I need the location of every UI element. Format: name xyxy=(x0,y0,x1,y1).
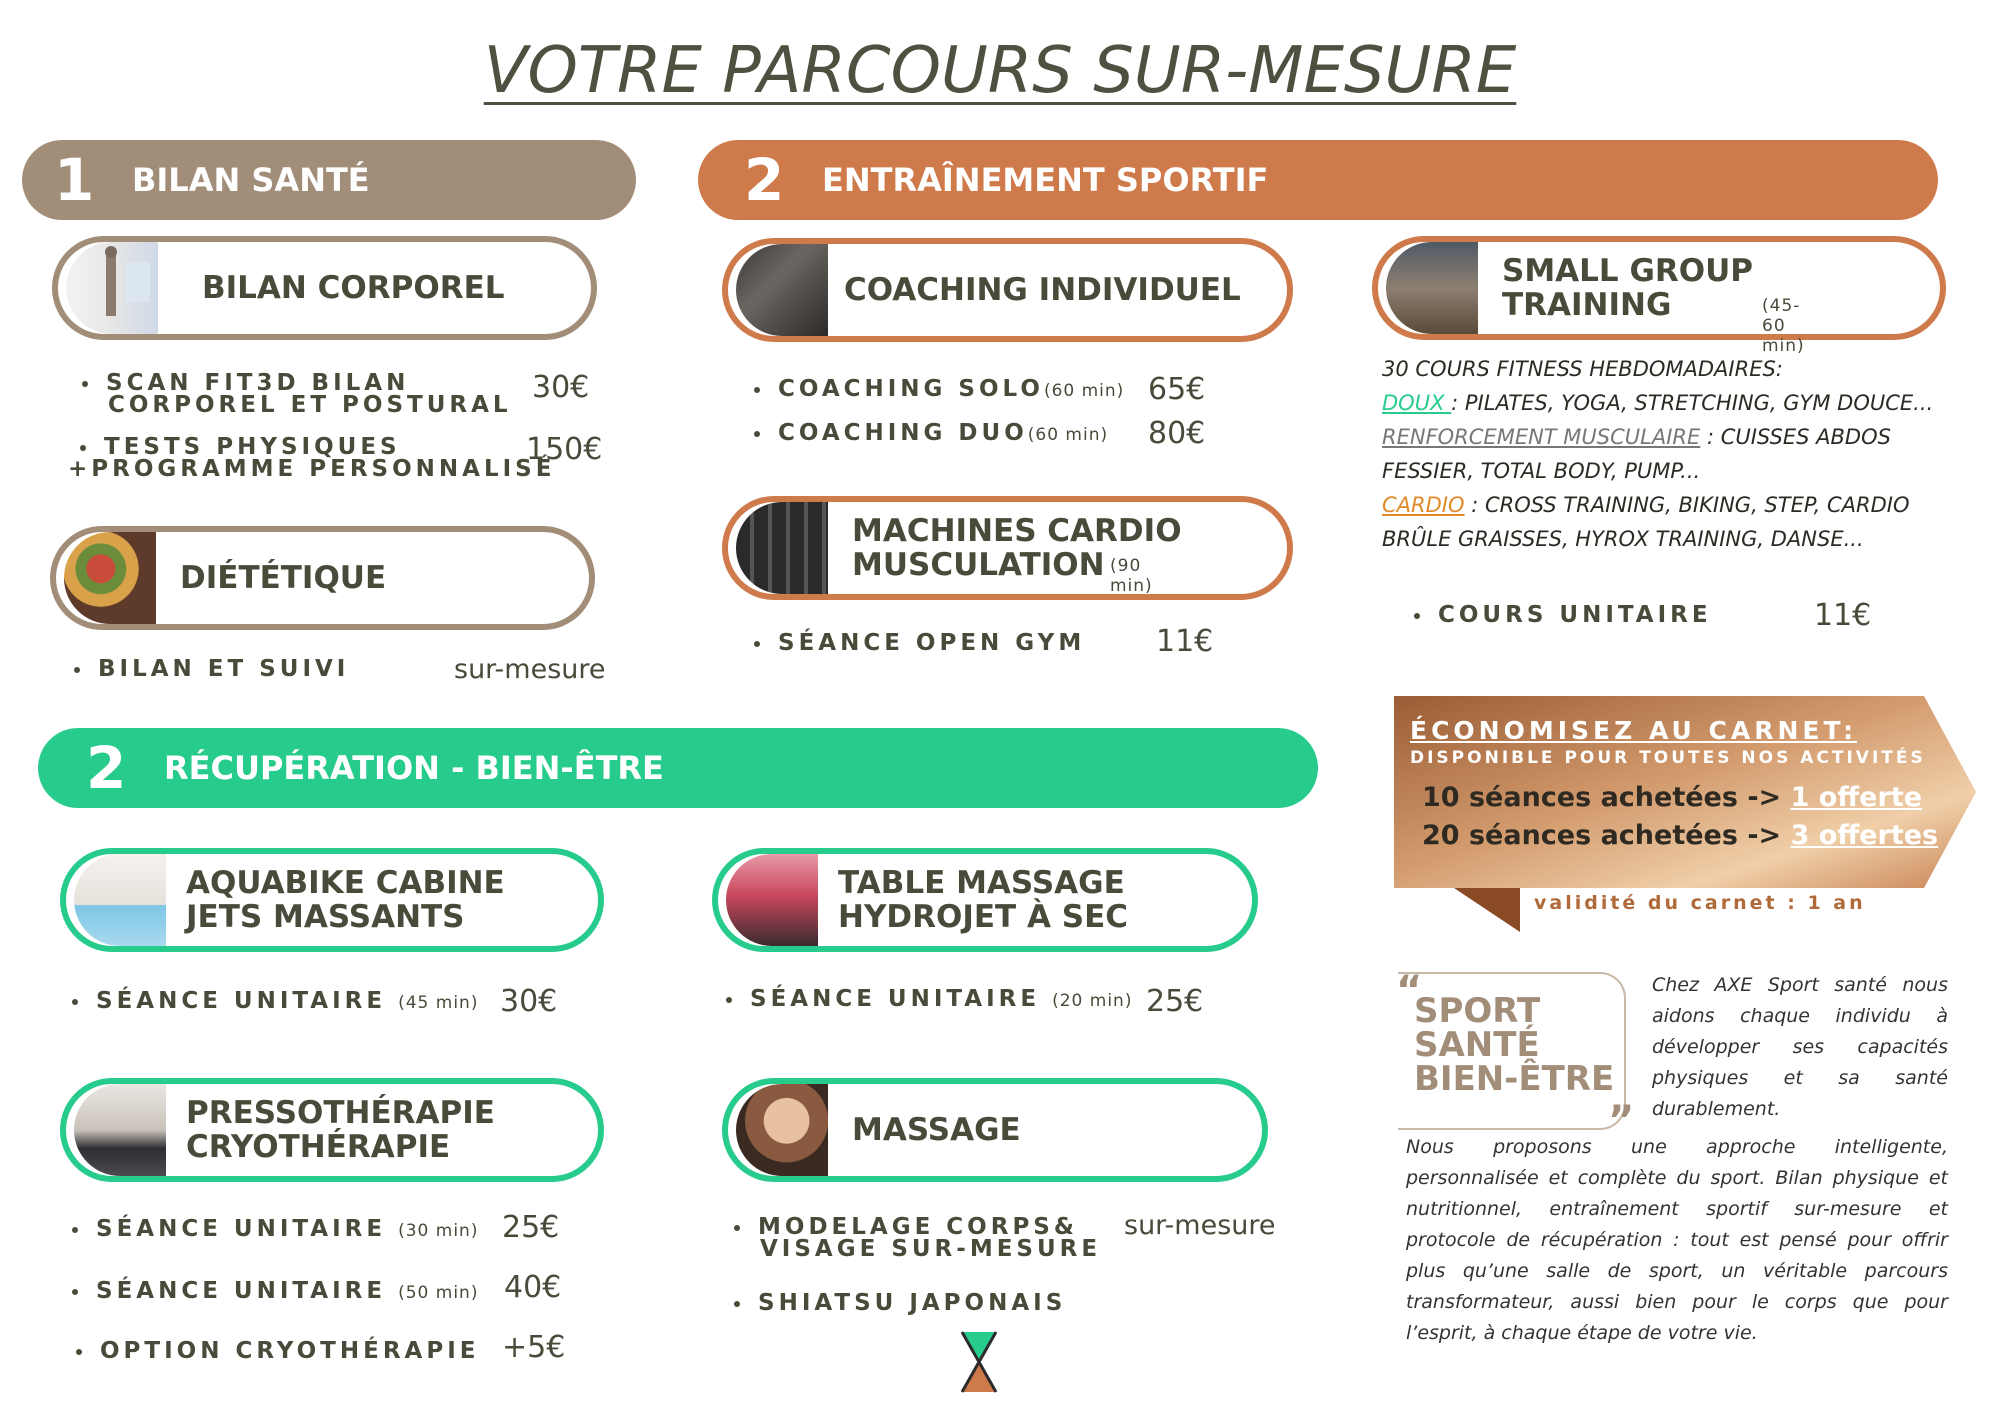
renfo-text: : CUISSES ABDOS xyxy=(1700,425,1891,449)
item-label: CORPOREL ET POSTURAL xyxy=(108,392,512,418)
list-item-presso-30 xyxy=(72,1218,478,1242)
logo-text: SPORT xyxy=(1414,991,1541,1031)
section-label: BILAN SANTÉ xyxy=(132,161,370,199)
cardio-text: : CROSS TRAINING, BIKING, STEP, CARDIO xyxy=(1464,493,1910,517)
doux-text: : PILATES, YOGA, STRETCHING, GYM DOUCE... xyxy=(1451,391,1934,415)
section-number: 2 xyxy=(86,734,127,802)
duration: (90 min) xyxy=(1110,556,1153,596)
promo-line-1 xyxy=(1422,782,1922,813)
item-label: SÉANCE UNITAIRE xyxy=(96,1278,387,1304)
card-coaching-individuel xyxy=(722,238,1293,342)
item-label: COACHING DUO xyxy=(778,420,1028,446)
card-title: DIÉTÉTIQUE xyxy=(180,560,387,596)
list-item-cours-unitaire xyxy=(1414,604,1712,626)
item-label: TESTS PHYSIQUES xyxy=(104,434,401,460)
item-label: SHIATSU JAPONAIS xyxy=(758,1290,1067,1316)
list-item-open-gym xyxy=(754,632,1085,654)
aquabike-image xyxy=(74,854,166,946)
list-item-tests xyxy=(68,436,555,480)
card-massage xyxy=(722,1078,1268,1182)
item-label: BILAN ET SUIVI xyxy=(98,656,350,682)
bullet xyxy=(1414,613,1420,619)
renfo-text: FESSIER, TOTAL BODY, PUMP... xyxy=(1382,459,1701,483)
card-pressotherapie xyxy=(60,1078,604,1182)
cardio-label: CARDIO xyxy=(1382,493,1465,517)
duration: (45 min) xyxy=(398,993,479,1013)
duration: (60 min) xyxy=(1027,425,1109,445)
promo-subtitle: DISPONIBLE POUR TOUTES NOS ACTIVITÉS xyxy=(1410,748,1926,768)
card-title: BILAN CORPOREL xyxy=(202,270,505,306)
card-title: CRYOTHÉRAPIE xyxy=(186,1129,451,1165)
small-group-description xyxy=(1382,352,1933,556)
section-number: 2 xyxy=(744,146,785,214)
price: +5€ xyxy=(502,1330,566,1365)
section-label: ENTRAÎNEMENT SPORTIF xyxy=(822,161,1269,199)
price: 30€ xyxy=(500,984,558,1019)
bullet xyxy=(734,1225,740,1231)
card-title: TRAINING xyxy=(1502,287,1672,323)
price: 25€ xyxy=(1146,984,1204,1019)
price: 11€ xyxy=(1156,624,1214,659)
quote-intro: Chez AXE Sport santé nous aidons chaque individu à développer ses capacités physiques et sa santé durablement. xyxy=(1652,974,1948,1120)
item-label: +PROGRAMME PERSONNALISÉ xyxy=(68,456,556,482)
promo-offer: 1 offerte xyxy=(1790,782,1923,813)
massage-image xyxy=(736,1084,828,1176)
bullet xyxy=(754,431,760,437)
card-dietetique xyxy=(50,526,595,630)
duration: (45-60 min) xyxy=(1762,296,1805,356)
logo-text: BIEN-ÊTRE xyxy=(1414,1059,1615,1099)
bullet xyxy=(754,641,760,647)
card-machines xyxy=(722,496,1293,600)
price: 25€ xyxy=(502,1210,560,1245)
bullet xyxy=(72,1289,78,1295)
item-label: SCAN FIT3D BILAN xyxy=(106,370,410,396)
item-label: SÉANCE UNITAIRE xyxy=(750,986,1041,1012)
bullet xyxy=(734,1301,740,1307)
dumbbells-image xyxy=(736,502,828,594)
card-title: MASSAGE xyxy=(852,1112,1021,1148)
price: sur-mesure xyxy=(1124,1210,1276,1241)
section-banner-recuperation xyxy=(38,728,1318,808)
bullet xyxy=(76,1349,82,1355)
price: 65€ xyxy=(1148,372,1206,407)
price: 150€ xyxy=(526,432,603,467)
list-item-coaching-solo xyxy=(754,378,1124,402)
promo-line-2 xyxy=(1422,820,1938,851)
section-label: RÉCUPÉRATION - BIEN-ÊTRE xyxy=(164,749,664,787)
group-class-image xyxy=(1386,242,1478,334)
list-item-bilan-suivi xyxy=(74,658,349,680)
card-small-group xyxy=(1372,236,1946,356)
card-title: MACHINES CARDIO xyxy=(852,513,1182,549)
card-title: COACHING INDIVIDUEL xyxy=(844,272,1241,308)
list-item-modelage xyxy=(734,1216,1101,1260)
pressotherapy-image xyxy=(74,1084,166,1176)
item-label: MODELAGE CORPS& xyxy=(758,1214,1078,1240)
close-quote-icon: ” xyxy=(1608,1098,1635,1144)
list-item-cryo-option xyxy=(76,1340,479,1362)
promo-validity: validité du carnet : 1 an xyxy=(1534,892,1866,914)
bullet xyxy=(74,667,80,673)
item-label: SÉANCE OPEN GYM xyxy=(778,630,1086,656)
price: 80€ xyxy=(1148,416,1206,451)
card-title: HYDROJET À SEC xyxy=(838,899,1129,935)
promo-text: 10 séances achetées -> xyxy=(1422,782,1791,813)
bullet xyxy=(72,1227,78,1233)
healthy-food-image xyxy=(64,532,156,624)
list-item-presso-50 xyxy=(72,1280,478,1304)
list-item-aquabike-seance xyxy=(72,990,478,1014)
section-banner-entrainement xyxy=(698,140,1938,220)
bullet xyxy=(80,445,86,451)
card-title: MUSCULATION xyxy=(852,547,1105,583)
item-label: VISAGE SUR-MESURE xyxy=(760,1236,1102,1262)
duration: (20 min) xyxy=(1052,991,1133,1011)
bullet xyxy=(754,387,760,393)
item-label: COACHING SOLO xyxy=(778,376,1044,402)
card-aquabike xyxy=(60,848,604,952)
item-label: SÉANCE UNITAIRE xyxy=(96,1216,387,1242)
price: 40€ xyxy=(504,1270,562,1305)
cardio-text: BRÛLE GRAISSES, HYROX TRAINING, DANSE... xyxy=(1382,527,1864,551)
card-title: JETS MASSANTS xyxy=(186,899,465,935)
intro: 30 COURS FITNESS HEBDOMADAIRES: xyxy=(1382,357,1783,381)
promo-text: 20 séances achetées -> xyxy=(1422,820,1791,851)
promo-offer: 3 offertes xyxy=(1790,820,1939,851)
bullet xyxy=(726,997,732,1003)
page-title: VOTRE PARCOURS SUR-MESURE xyxy=(483,34,1517,108)
duration: (30 min) xyxy=(398,1221,479,1241)
axe-logo-icon xyxy=(958,1330,1000,1394)
item-label: COURS UNITAIRE xyxy=(1438,602,1712,628)
promo-title: ÉCONOMISEZ AU CARNET: xyxy=(1410,716,1858,745)
card-title: AQUABIKE CABINE xyxy=(186,865,505,901)
coaching-image xyxy=(736,244,828,336)
item-label: SÉANCE UNITAIRE xyxy=(96,988,387,1014)
item-label: OPTION CRYOTHÉRAPIE xyxy=(100,1338,480,1364)
list-item-table-seance xyxy=(726,988,1132,1012)
body-scan-image xyxy=(66,242,158,334)
duration: (50 min) xyxy=(398,1283,479,1303)
card-title: TABLE MASSAGE xyxy=(838,865,1125,901)
section-banner-bilan-sante xyxy=(22,140,636,220)
price: sur-mesure xyxy=(454,654,606,685)
card-table-massage xyxy=(712,848,1258,952)
list-item-coaching-duo xyxy=(754,422,1108,446)
bullet xyxy=(72,999,78,1005)
duration: (60 min) xyxy=(1043,381,1125,401)
price: 11€ xyxy=(1814,598,1872,633)
quote-logo xyxy=(1414,991,1615,1099)
hydrojet-image xyxy=(726,854,818,946)
card-title: SMALL GROUP xyxy=(1502,253,1754,289)
section-number: 1 xyxy=(54,146,95,214)
price: 30€ xyxy=(532,370,590,405)
logo-text: SANTÉ xyxy=(1414,1025,1540,1065)
list-item-shiatsu xyxy=(734,1292,1066,1314)
quote-body: Nous proposons une approche intelligente, personnalisée et complète du sport. Bilan physique et nutritionnel, entraînement sportif sur-mesure et protocole de récupération : tout est pensé pour offrir plus qu’une salle de sport, un véritable parcours transformateur, aussi bien pour le corps que pour l’esprit, à chaque étape de votre vie. xyxy=(1406,1136,1948,1344)
open-quote-icon: “ xyxy=(1396,968,1423,1014)
doux-label: DOUX xyxy=(1382,391,1452,415)
bullet xyxy=(82,381,88,387)
renfo-label: RENFORCEMENT MUSCULAIRE xyxy=(1382,425,1701,449)
card-bilan-corporel xyxy=(52,236,597,340)
list-item-scan xyxy=(82,372,512,416)
card-title: PRESSOTHÉRAPIE xyxy=(186,1095,495,1131)
